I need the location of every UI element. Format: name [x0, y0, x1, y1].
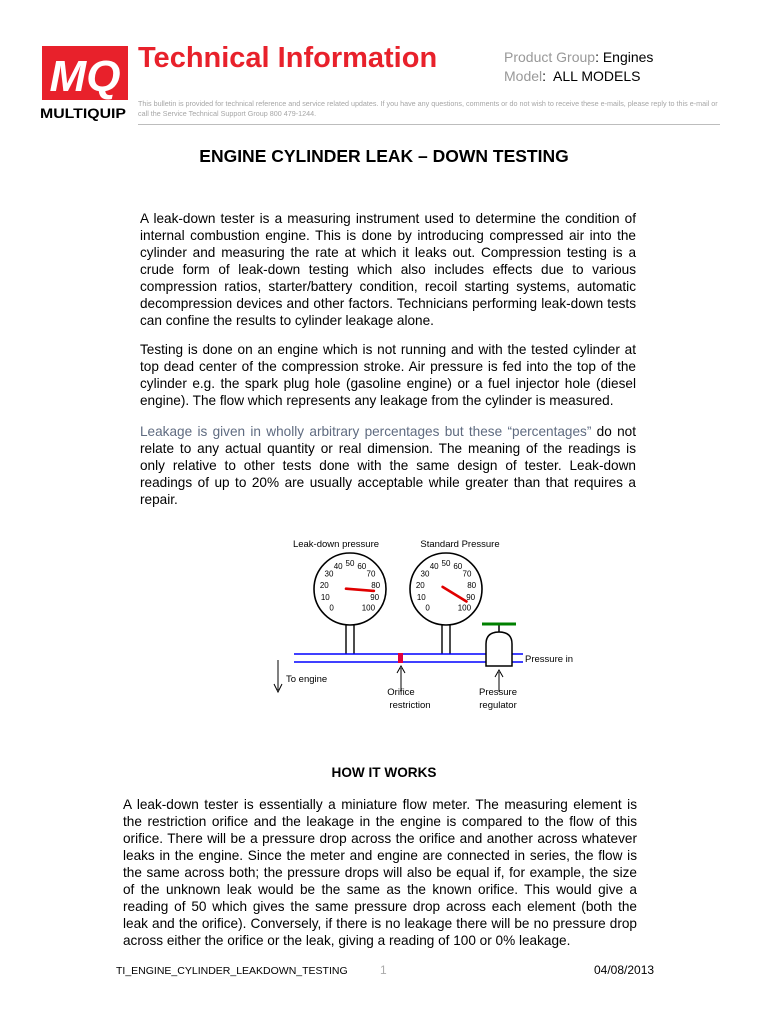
logo-wordmark: MULTIQUIP: [40, 106, 126, 121]
dial-number-right: 90: [466, 593, 476, 602]
label-restriction: restriction: [389, 700, 431, 711]
label-pressure-in: Pressure in: [525, 654, 574, 665]
dial-number-right: 50: [441, 559, 451, 568]
footer-date: 04/08/2013: [594, 963, 655, 977]
main-pipe: [294, 654, 486, 662]
label-pressure: Pressure: [478, 687, 518, 698]
paragraph-how-it-works: A leak-down tester is essentially a miniature flow meter. The measuring element is the restriction orifice and the leakage in the engine is compared to the flow of this orifice. There will be a pressure drop across the orifice and another across whatever leaks in the engine. Since the meter and engine are connected in series, the flow is the same across both; the pressure drops will also be equal if, for example, the size of the unknown leak would be the same as the known orifice. This would give a reading of 50 which gives the same pressure drop across each element (both the leak and the orifice). Conversely, if there is no leakage there will be no pressure drop across either the orifice or the leak, giving a reading of 100 or 0% leakage.: [123, 797, 637, 948]
dial-number-left: 0: [329, 603, 334, 613]
dial-number-right: 10: [416, 593, 426, 602]
gauge-right-stem: [442, 624, 450, 654]
dial-number-left: 90: [370, 593, 380, 602]
orifice-restriction: [398, 653, 403, 663]
label-regulator: regulator: [479, 700, 517, 711]
document-title: ENGINE CYLINDER LEAK – DOWN TESTING: [199, 146, 569, 166]
header-divider: [138, 124, 720, 125]
dial-number-right: 20: [415, 580, 425, 590]
pressure-regulator: [486, 632, 512, 666]
dial-number-right: 30: [420, 569, 430, 579]
inlet-pipe: [512, 654, 523, 662]
multiquip-logo: [38, 44, 130, 124]
dial-number-left: 100: [361, 603, 376, 613]
dial-number-left: 60: [357, 561, 367, 571]
model-value: ALL MODELS: [553, 68, 641, 84]
paragraph-leakage: [140, 423, 636, 508]
product-group-value: Engines: [602, 49, 654, 65]
dial-number-left: 70: [366, 569, 376, 579]
paragraph-intro: A leak-down tester is a measuring instrument used to determine the condition of internal combustion engine. This is done by introducing compressed air into the cylinder and measuring the rate at which it leaks out. Compression testing is a crude form of leak-down testing which also includes effects due to various compression ratios, starter/battery condition, recoil starting systems, automatic decompression devices and other factors. Technicians performing leak-down tests can confine the results to cylinder leakage alone.: [140, 211, 636, 328]
paragraph-testing: Testing is done on an engine which is not running and with the tested cylinder at top dead center of the compression stroke. Air pressure is fed into the top of the cylinder e.g. the spark plug hole (gasoline engine) or a fuel injector hole (diesel engine). The flow which represents any leakage from the cylinder is measured.: [140, 342, 636, 408]
dial-number-right: 80: [467, 580, 477, 590]
leak-down-tester-diagram: [260, 532, 590, 717]
label-orifice: Orifice: [387, 687, 415, 698]
dial-number-right: 70: [462, 569, 472, 579]
footer-page-number: 1: [380, 963, 387, 977]
dial-number-left: 50: [345, 559, 355, 568]
product-group: Product Group: Engines: [504, 49, 654, 65]
label-to-engine: To engine: [286, 674, 328, 685]
disclaimer-text: This bulletin is provided for technical reference and service related updates. If you have any questions, comments or do not wish to receive these e-mails, please reply to this e-mail or call the Service Technical Support Group 800 479-1244.: [138, 99, 718, 118]
dial-number-left: 10: [320, 593, 330, 602]
dial-number-left: 80: [371, 580, 381, 590]
dial-number-right: 0: [425, 603, 430, 613]
dial-number-left: 20: [319, 580, 329, 590]
dial-number-right: 60: [453, 561, 463, 571]
dial-number-right: 40: [429, 561, 439, 571]
gauge-label-leak-down: Leak-down pressure: [292, 539, 380, 550]
dial-number-right: 100: [457, 603, 472, 613]
dial-number-left: 30: [324, 569, 334, 579]
logo-letters: MQ: [49, 52, 121, 101]
leakage-rest-text: do not relate to any actual quantity or real dimension. The meaning of the readings is only relative to other tests done with the same design of tester. Leak-down readings of up to 20% are usually acceptable while greater than that requires a repair.: [140, 424, 637, 507]
model-label: Model: [504, 68, 543, 84]
leakage-lead-text: Leakage is given in wholly arbitrary percentages but these “percentages”: [140, 424, 592, 439]
dial-number-left: 40: [333, 561, 343, 571]
page-title: Technical Information: [138, 42, 438, 74]
section-title-how-it-works: HOW IT WORKS: [331, 765, 437, 780]
product-group-label: Product Group: [504, 49, 596, 65]
gauge-left-stem: [346, 624, 354, 654]
gauge-label-standard: Standard Pressure: [420, 539, 500, 550]
model: Model: ALL MODELS: [504, 68, 641, 84]
footer-filename: TI_ENGINE_CYLINDER_LEAKDOWN_TESTING: [116, 965, 348, 977]
